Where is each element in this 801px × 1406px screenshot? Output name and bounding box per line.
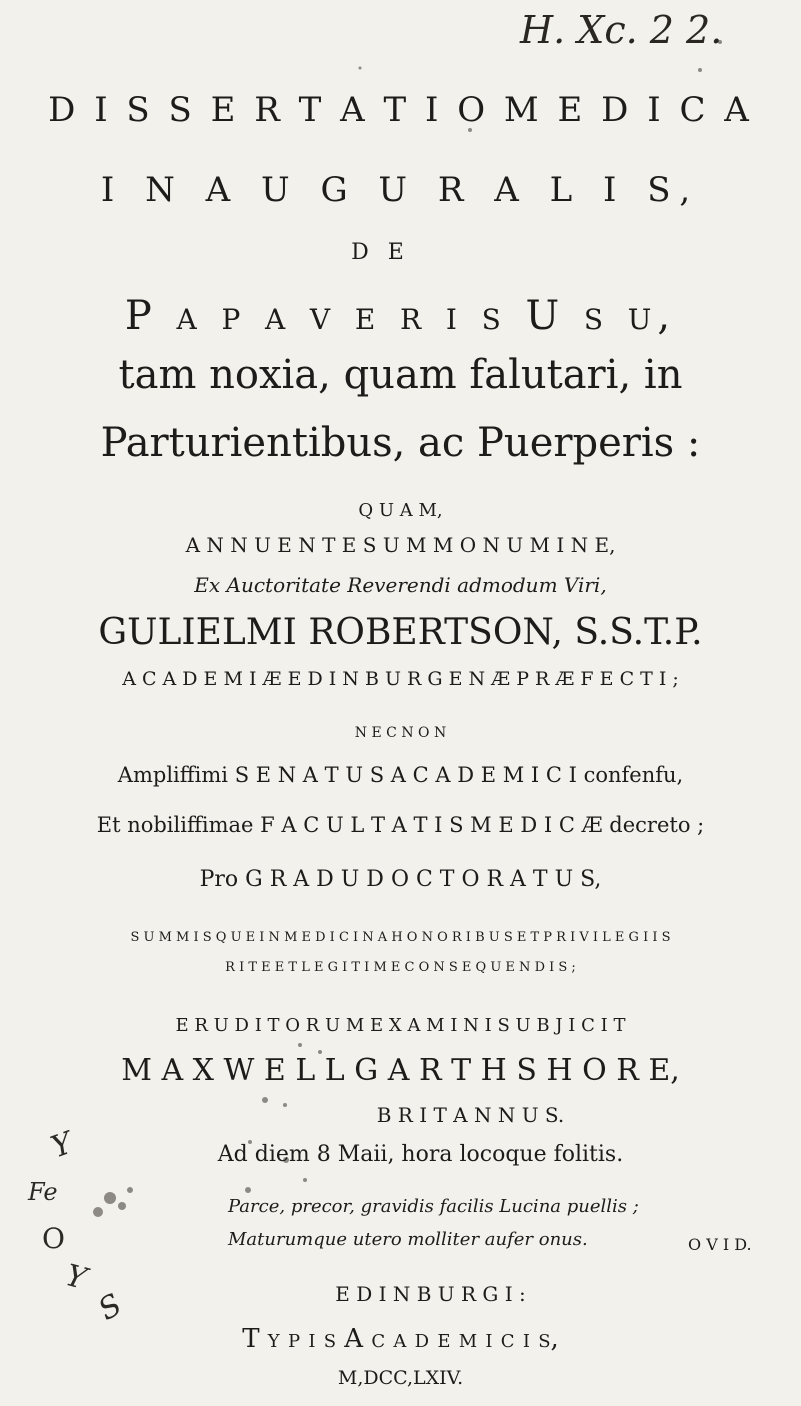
rite-line: R I T E E T L E G I T I M E C O N S E Q U E N D I S ;: [225, 960, 576, 975]
summisque-line: S U M M I S Q U E I N M E D I C I N A H O N O R I B U S E T P R I V I L E G I I S: [130, 930, 671, 945]
pro-gradu-line: Pro G R A D U D O C T O R A T U S,: [199, 867, 602, 892]
margin-mark-1: Y: [46, 1125, 78, 1166]
author-name: M A X W E L L G A R T H S H O R E,: [121, 1053, 680, 1088]
date-line: Ad diem 8 Maii, hora locoque folitis.: [217, 1142, 624, 1167]
title-line-papaveris: P a p a v e r i s U s u,: [124, 293, 677, 339]
annuente-line: A N N U E N T E S U M M O N U M I N E,: [185, 533, 616, 557]
title-line-parturientibus: Parturientibus, ac Puerperis :: [100, 420, 701, 466]
imprint-year: M,DCC,LXIV.: [337, 1367, 464, 1389]
ex-auctoritate-line: Ex Auctoritate Reverendi admodum Viri,: [194, 573, 607, 597]
nec-non-line: N E C N O N: [354, 725, 447, 741]
epigraph-line-1: Parce, precor, gravidis facilis Lucina puellis ;: [228, 1196, 639, 1217]
margin-mark-4: Y: [61, 1258, 91, 1297]
title-line-de: D E: [351, 240, 410, 265]
nobilissimae-line: Et nobiliffimae F A C U L T A T I S M E D I C Æ decreto ;: [96, 813, 705, 837]
title-line-inauguralis: I N A U G U R A L I S,: [100, 170, 701, 210]
amplissimi-line: Ampliffimi S E N A T U S A C A D E M I C I confenfu,: [117, 763, 684, 787]
title-line-dissertatio: D I S S E R T A T I O M E D I C A: [48, 90, 753, 130]
robertson-line: GULIELMI ROBERTSON, S.S.T.P.: [98, 612, 703, 653]
margin-mark-3: O: [42, 1222, 65, 1255]
shelfmark: H. Xc. 2 2.: [520, 8, 723, 52]
academiae-line: A C A D E M I Æ E D I N B U R G E N Æ P R Æ F E C T I ;: [122, 668, 679, 690]
imprint-city: E D I N B U R G I :: [335, 1282, 526, 1306]
epigraph-line-2: Maturumque utero molliter aufer onus.: [228, 1229, 588, 1250]
margin-mark-5: S: [92, 1287, 128, 1328]
quam-line: Q U A M,: [358, 500, 443, 521]
eruditorum-line: E R U D I T O R U M E X A M I N I S U B J I C I T: [175, 1015, 626, 1036]
title-line-tam-noxia: tam noxia, quam falutari, in: [118, 352, 683, 398]
imprint-printer: T y p i s A c a d e m i c i s,: [242, 1324, 559, 1354]
margin-mark-2: Fe: [28, 1178, 58, 1206]
epigraph-source: O V I D.: [688, 1235, 752, 1254]
author-nation: B R I T A N N U S.: [376, 1103, 565, 1127]
